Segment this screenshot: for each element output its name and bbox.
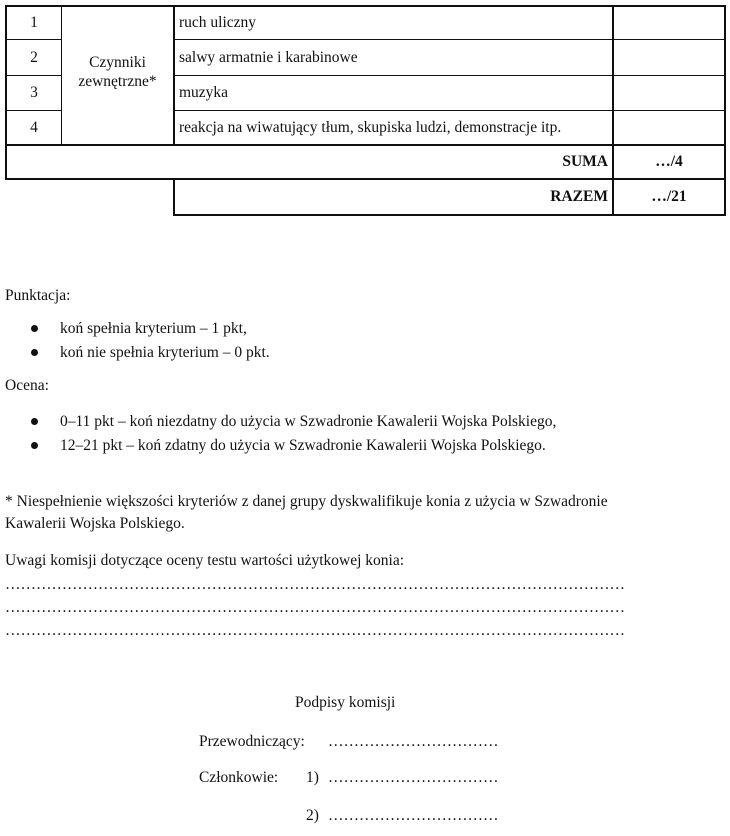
assessment-item: 12–21 pkt – koń zdatny do użycia w Szwadronie Kawalerii Wojska Polskiego. <box>60 437 546 454</box>
footnote-line: * Niespełnienie większości kryteriów z danej grupy dyskwalifikuje konia z użycia w Szwadronie <box>5 493 608 510</box>
criterion-cell: ruch uliczny <box>179 14 257 31</box>
bullet-icon <box>31 418 38 425</box>
chair-label: Przewodniczący: <box>199 733 305 750</box>
total-value: …/21 <box>651 188 687 205</box>
criterion-cell: reakcja na wiwatujący tłum, skupiska ludzi, demonstracje itp. <box>179 118 562 136</box>
remarks-heading: Uwagi komisji dotyczące oceny testu wartości użytkowej konia: <box>5 552 405 569</box>
assessment-heading: Ocena: <box>5 377 49 394</box>
remarks-line[interactable]: ………………………………………………………………………………………………………… <box>5 599 625 616</box>
table-border-right <box>724 5 726 216</box>
member-signature-line[interactable]: …………………………… <box>328 807 499 824</box>
sum-value: …/4 <box>655 153 683 170</box>
bullet-icon <box>31 442 38 449</box>
score-cell[interactable] <box>614 111 724 144</box>
row-number: 3 <box>30 84 38 101</box>
scoring-heading: Punktacja: <box>5 287 71 304</box>
member-number: 2) <box>306 807 319 824</box>
group-label-line: Czynniki <box>89 53 146 71</box>
group-label <box>62 7 173 144</box>
total-label: RAZEM <box>550 188 608 205</box>
signatures-heading: Podpisy komisji <box>295 694 396 711</box>
score-cell[interactable] <box>614 40 724 75</box>
scoring-item: koń spełnia kryterium – 1 pkt, <box>60 320 247 337</box>
score-cell[interactable] <box>614 7 724 39</box>
remarks-line[interactable]: ………………………………………………………………………………………………………… <box>5 622 625 639</box>
footnote-line: Kawalerii Wojska Polskiego. <box>5 515 185 532</box>
group-label-line: zewnętrzne* <box>78 72 157 90</box>
score-cell[interactable] <box>614 76 724 110</box>
sum-label: SUMA <box>562 153 608 170</box>
assessment-item: 0–11 pkt – koń niezdatny do użycia w Szwadronie Kawalerii Wojska Polskiego, <box>60 413 557 430</box>
criterion-cell: salwy armatnie i karabinowe <box>179 48 358 66</box>
table-border-bottom <box>173 214 726 216</box>
row-number: 2 <box>30 48 38 66</box>
member-signature-line[interactable]: …………………………… <box>328 769 499 786</box>
score-table <box>5 5 726 216</box>
chair-signature-line[interactable]: …………………………… <box>328 733 499 750</box>
row-number: 4 <box>30 118 38 136</box>
criterion-cell: muzyka <box>179 84 229 101</box>
bullet-icon <box>31 325 38 332</box>
member-number: 1) <box>306 769 319 786</box>
scoring-item: koń nie spełnia kryterium – 0 pkt. <box>60 344 270 361</box>
bullet-icon <box>31 349 38 356</box>
members-label: Członkowie: <box>199 769 279 786</box>
remarks-line[interactable]: ………………………………………………………………………………………………………… <box>5 576 625 593</box>
row-number: 1 <box>30 14 38 31</box>
